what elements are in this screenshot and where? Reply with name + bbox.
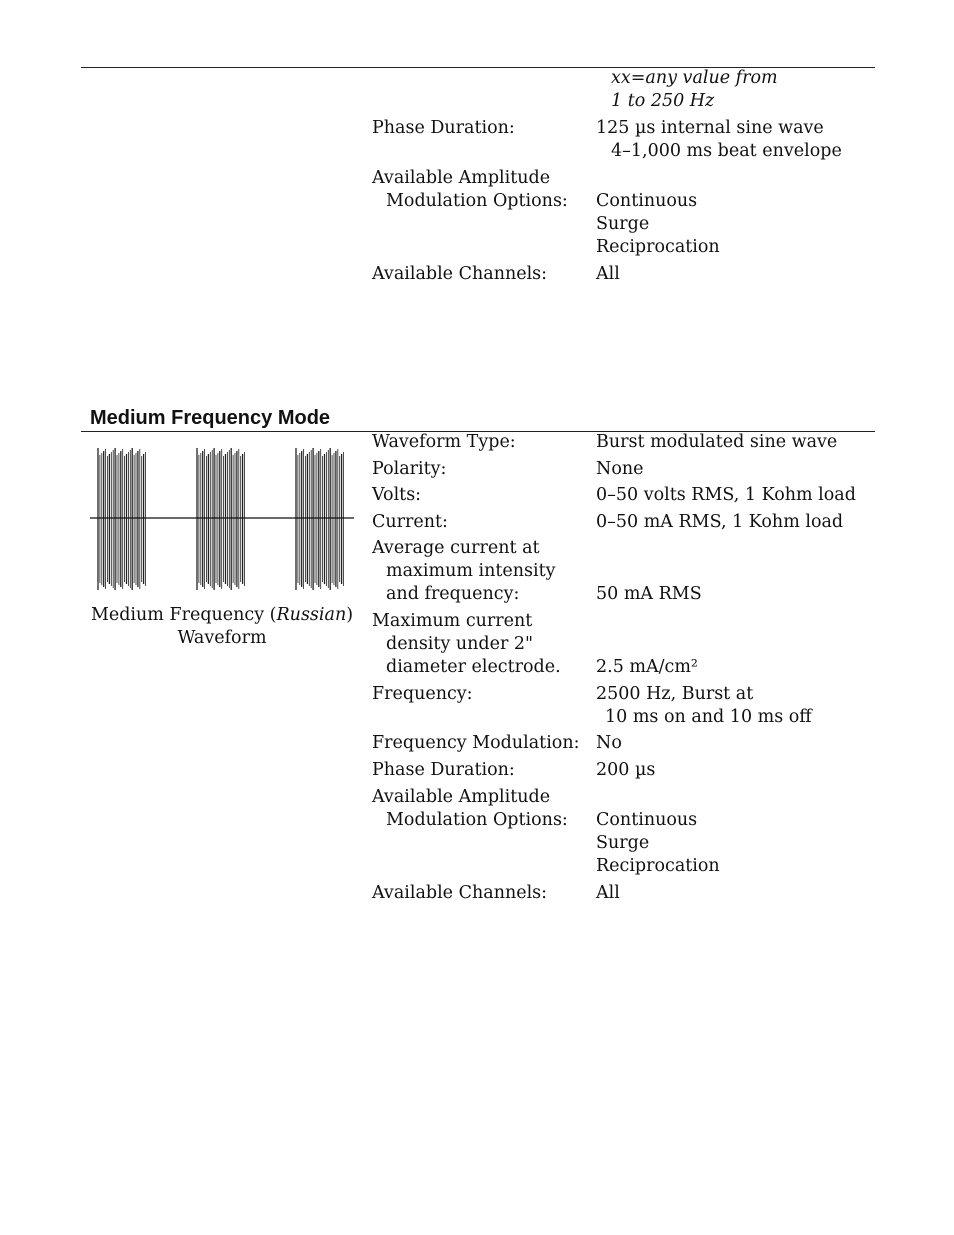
channels-label-2: Available Channels: xyxy=(372,883,548,903)
amp-mod-label-line1-2: Available Amplitude xyxy=(372,787,551,807)
frequency-label: Frequency: xyxy=(372,684,473,704)
freq-mod-value: No xyxy=(596,733,622,753)
avg-current-label-line2: maximum intensity xyxy=(386,561,556,581)
current-value: 0–50 mA RMS, 1 Kohm load xyxy=(596,512,844,532)
channels-value-2: All xyxy=(596,883,620,903)
polarity-value: None xyxy=(596,459,644,479)
caption-italic: Russian xyxy=(276,605,347,625)
waveform-type-value: Burst modulated sine wave xyxy=(596,432,838,452)
avg-current-label-line3: and frequency: xyxy=(386,584,520,604)
phase-duration-value-line2: 4–1,000 ms beat envelope xyxy=(611,141,842,161)
freq-mod-label: Frequency Modulation: xyxy=(372,733,580,753)
amp-mod-value: Continuous xyxy=(596,191,698,211)
amp-mod-value: Reciprocation xyxy=(596,237,720,257)
frequency-value-line2: 10 ms on and 10 ms off xyxy=(605,707,812,727)
amp-mod-label-line1: Available Amplitude xyxy=(372,168,551,188)
channels-label: Available Channels: xyxy=(372,264,548,284)
current-label: Current: xyxy=(372,512,448,532)
waveform-type-label: Waveform Type: xyxy=(372,432,516,452)
amp-mod-label-line2: Modulation Options: xyxy=(386,191,568,211)
phase-duration-value-line1: 125 µs internal sine wave xyxy=(596,118,824,138)
amp-mod-label-line2-2: Modulation Options: xyxy=(386,810,568,830)
volts-label: Volts: xyxy=(372,485,422,505)
frequency-note-line1: xx=any value from xyxy=(611,68,778,88)
max-density-label-line3: diameter electrode. xyxy=(386,657,561,677)
phase-duration-label: Phase Duration: xyxy=(372,118,515,138)
burst-sine-waveform-icon xyxy=(88,440,358,600)
amp-mod-value-2: Reciprocation xyxy=(596,856,720,876)
max-density-label-line2: density under 2" xyxy=(386,634,534,654)
phase-duration-label-2: Phase Duration: xyxy=(372,760,515,780)
amp-mod-value-2: Continuous xyxy=(596,810,698,830)
amp-mod-value-2: Surge xyxy=(596,833,650,853)
amp-mod-value: Surge xyxy=(596,214,650,234)
max-density-label-line1: Maximum current xyxy=(372,611,533,631)
frequency-value-line1: 2500 Hz, Burst at xyxy=(596,684,754,704)
waveform-caption xyxy=(90,604,354,650)
channels-value: All xyxy=(596,264,620,284)
caption-line2: Waveform xyxy=(177,628,267,648)
phase-duration-value-2: 200 µs xyxy=(596,760,656,780)
max-density-value: 2.5 mA/cm² xyxy=(596,657,698,677)
avg-current-label-line1: Average current at xyxy=(372,538,540,558)
frequency-note-line2: 1 to 250 Hz xyxy=(611,91,715,111)
section-title: Medium Frequency Mode xyxy=(90,407,331,429)
volts-value: 0–50 volts RMS, 1 Kohm load xyxy=(596,485,856,505)
avg-current-value: 50 mA RMS xyxy=(596,584,702,604)
caption-suffix: ) xyxy=(346,605,354,625)
polarity-label: Polarity: xyxy=(372,459,447,479)
caption-prefix: Medium Frequency ( xyxy=(90,605,277,625)
